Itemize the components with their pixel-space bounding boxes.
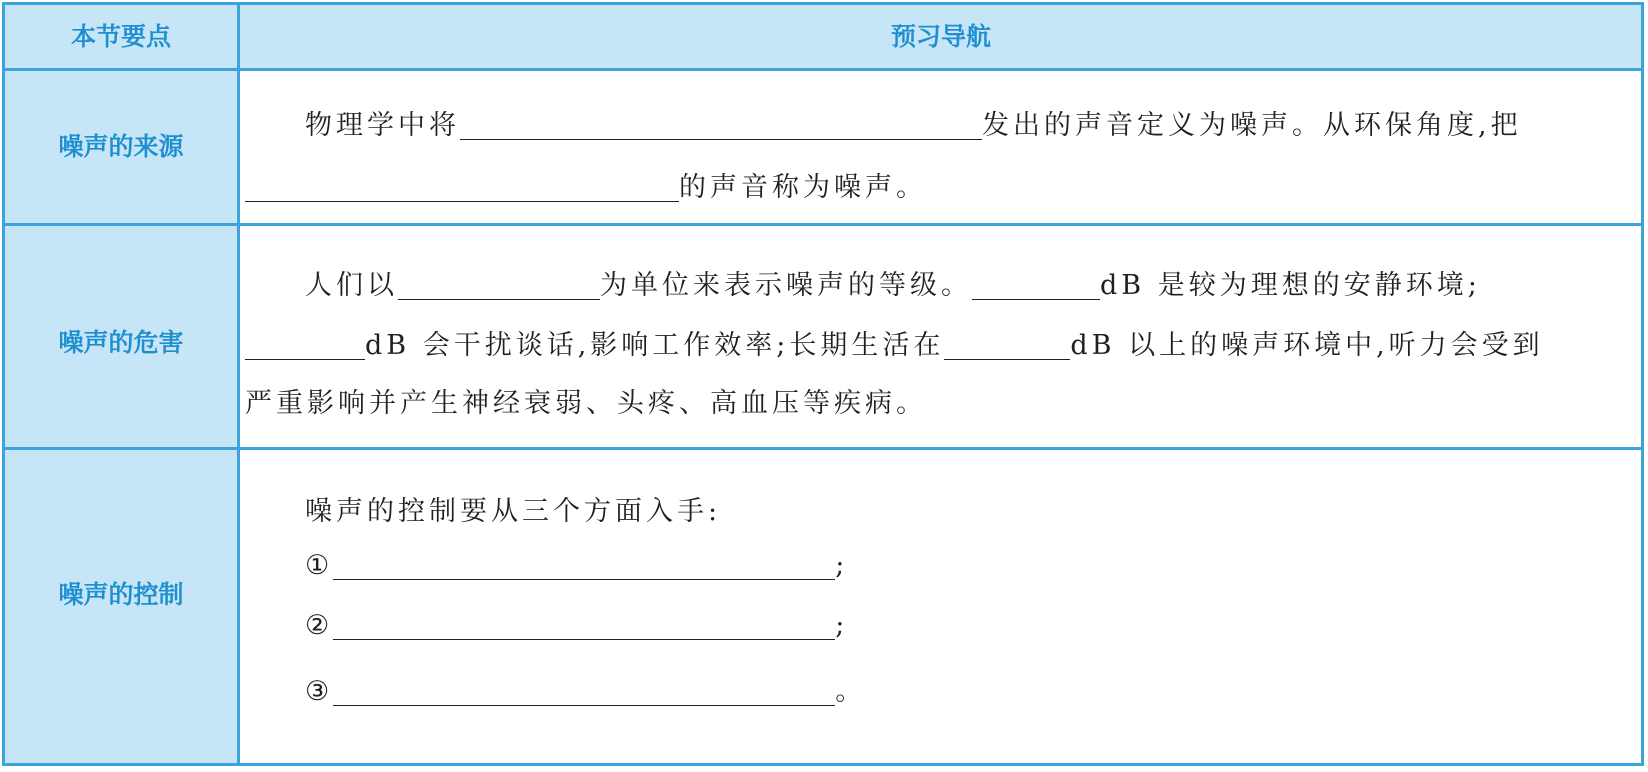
control-item-1 [305, 549, 848, 581]
fill-in-blank[interactable] [245, 171, 679, 202]
row-divider [5, 447, 1641, 450]
fill-in-blank[interactable] [333, 675, 835, 706]
row-label-noise-harm: 噪声的危害 [58, 328, 184, 357]
row-label-noise-source: 噪声的来源 [58, 132, 184, 161]
control-intro: 噪声的控制要从三个方面入手: [305, 496, 722, 527]
fill-in-blank[interactable] [333, 549, 835, 580]
source-line-2 [245, 165, 927, 204]
text-segment: 发出的声音定义为噪声。从环保角度,把 [982, 110, 1522, 141]
column-divider [237, 5, 240, 763]
text-segment: 。 [835, 676, 867, 707]
text-segment: dB 以上的噪声环境中,听力会受到 [1070, 330, 1544, 361]
preview-table [2, 2, 1644, 766]
text-segment: dB 是较为理想的安静环境; [1100, 270, 1481, 301]
text-segment: 为单位来表示噪声的等级。 [600, 270, 972, 301]
text-segment: 人们以 [305, 270, 398, 301]
text-segment: 严重影响并产生神经衰弱、头疼、高血压等疾病。 [245, 388, 927, 419]
fill-in-blank[interactable] [460, 109, 982, 140]
item-number: ① [305, 550, 334, 581]
text-segment: ; [835, 610, 849, 641]
text-segment: dB 会干扰谈话,影响工作效率;长期生活在 [365, 330, 945, 361]
item-number: ② [305, 610, 334, 641]
harm-line-2 [245, 323, 1544, 362]
text-segment: 的声音称为噪声。 [679, 172, 927, 203]
control-item-3 [305, 669, 866, 708]
text-segment: 物理学中将 [305, 110, 460, 141]
fill-in-blank[interactable] [398, 269, 600, 300]
fill-in-blank[interactable] [333, 609, 835, 640]
source-line-1 [305, 103, 1522, 142]
key-points-column [5, 71, 237, 763]
item-number: ③ [305, 676, 334, 707]
harm-line-1 [305, 263, 1481, 302]
row-label-noise-control: 噪声的控制 [58, 580, 184, 609]
fill-in-blank[interactable] [245, 329, 365, 360]
fill-in-blank[interactable] [944, 329, 1070, 360]
header-key-points: 本节要点 [70, 22, 171, 51]
text-segment: ; [835, 550, 849, 581]
fill-in-blank[interactable] [972, 269, 1100, 300]
control-item-2 [305, 609, 848, 641]
harm-line-3 [245, 381, 927, 420]
row-divider [5, 223, 1641, 226]
header-preview-guide: 预习导航 [890, 22, 991, 51]
